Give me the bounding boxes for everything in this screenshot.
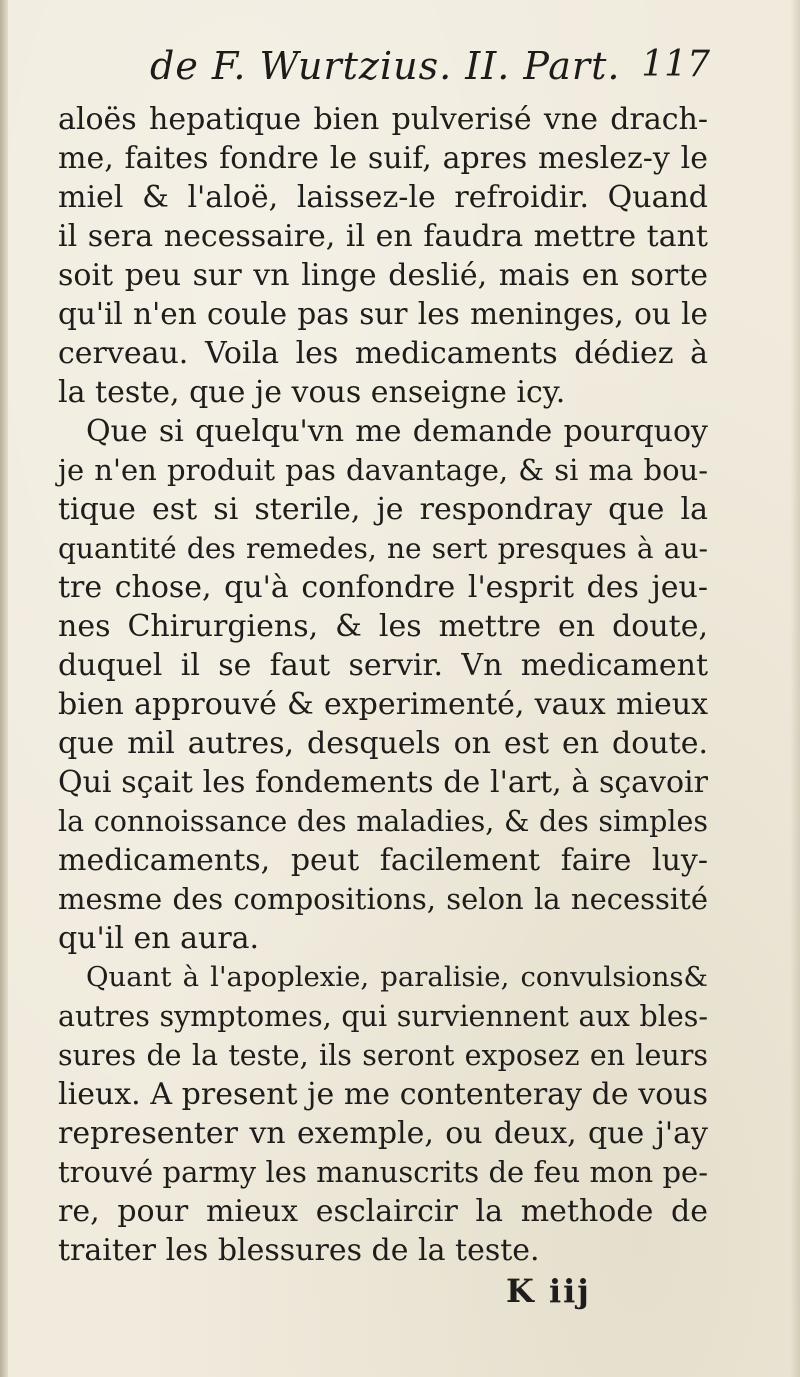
text-line: je n'en produit pas davantage, & si ma bou-	[58, 453, 708, 487]
text-line: sures de la teste, ils seront exposez en leurs	[58, 1039, 708, 1072]
text-line: soit peu sur vn linge deslié, mais en sorte	[58, 258, 708, 293]
text-line: traiter les blessures de la teste.	[58, 1233, 540, 1268]
page-number: 117	[641, 44, 710, 85]
text-line: aloës hepatique bien pulverisé vne drach-	[58, 102, 708, 137]
running-head	[150, 44, 710, 100]
text-line: tre chose, qu'à confondre l'esprit des jeu-	[58, 570, 708, 605]
text-line: tique est si sterile, je respondray que la	[58, 492, 708, 527]
text-line: medicaments, peut facilement faire luy-	[58, 843, 708, 878]
text-line: miel & l'aloë, laissez-le refroidir. Quand	[58, 180, 708, 215]
text-line: nes Chirurgiens, & les mettre en doute,	[58, 609, 708, 644]
signature-mark: K iij	[506, 1272, 591, 1310]
text-line: me, faites fondre le suif, apres meslez-y le	[58, 141, 708, 176]
running-head-title: de F. Wurtzius. II. Part.	[150, 44, 621, 88]
text-line: quantité des remedes, ne sert presques à au-	[58, 532, 708, 565]
text-line: la connoissance des maladies, & des simples	[58, 805, 708, 838]
text-line: cerveau. Voila les medicaments dédiez à	[58, 336, 708, 371]
paragraph	[58, 100, 708, 412]
text-line: qu'il n'en coule pas sur les meninges, ou le	[58, 297, 708, 331]
text-line: lieux. A present je me contenteray de vous	[58, 1077, 708, 1112]
page-gutter	[0, 0, 8, 1377]
text-line: duquel il se faut servir. Vn medicament	[58, 648, 708, 683]
body-text	[58, 100, 708, 1270]
page-edge-shadow	[790, 0, 800, 1377]
text-line: Quant à l'apoplexie, paralisie, convulsions&	[86, 961, 708, 993]
text-line: re, pour mieux esclaircir la methode de	[58, 1194, 708, 1229]
paragraph	[58, 412, 708, 958]
text-line: representer vn exemple, ou deux, que j'ay	[58, 1116, 708, 1151]
text-line: la teste, que je vous enseigne icy.	[58, 375, 566, 410]
text-line: autres symptomes, qui surviennent aux bles-	[58, 1000, 708, 1033]
text-line: mesme des compositions, selon la necessité	[58, 882, 708, 916]
text-line: qu'il en aura.	[58, 921, 260, 956]
text-line: Que si quelqu'vn me demande pourquoy	[86, 414, 708, 449]
text-line: Qui sçait les fondements de l'art, à sçavoir	[58, 765, 708, 800]
text-line: trouvé parmy les manuscrits de feu mon pe-	[58, 1155, 708, 1189]
text-line: il sera necessaire, il en faudra mettre tant	[58, 219, 708, 254]
text-line: bien approuvé & experimenté, vaux mieux	[58, 687, 708, 722]
paragraph	[58, 958, 708, 1270]
text-line: que mil autres, desquels on est en doute.	[58, 726, 708, 761]
